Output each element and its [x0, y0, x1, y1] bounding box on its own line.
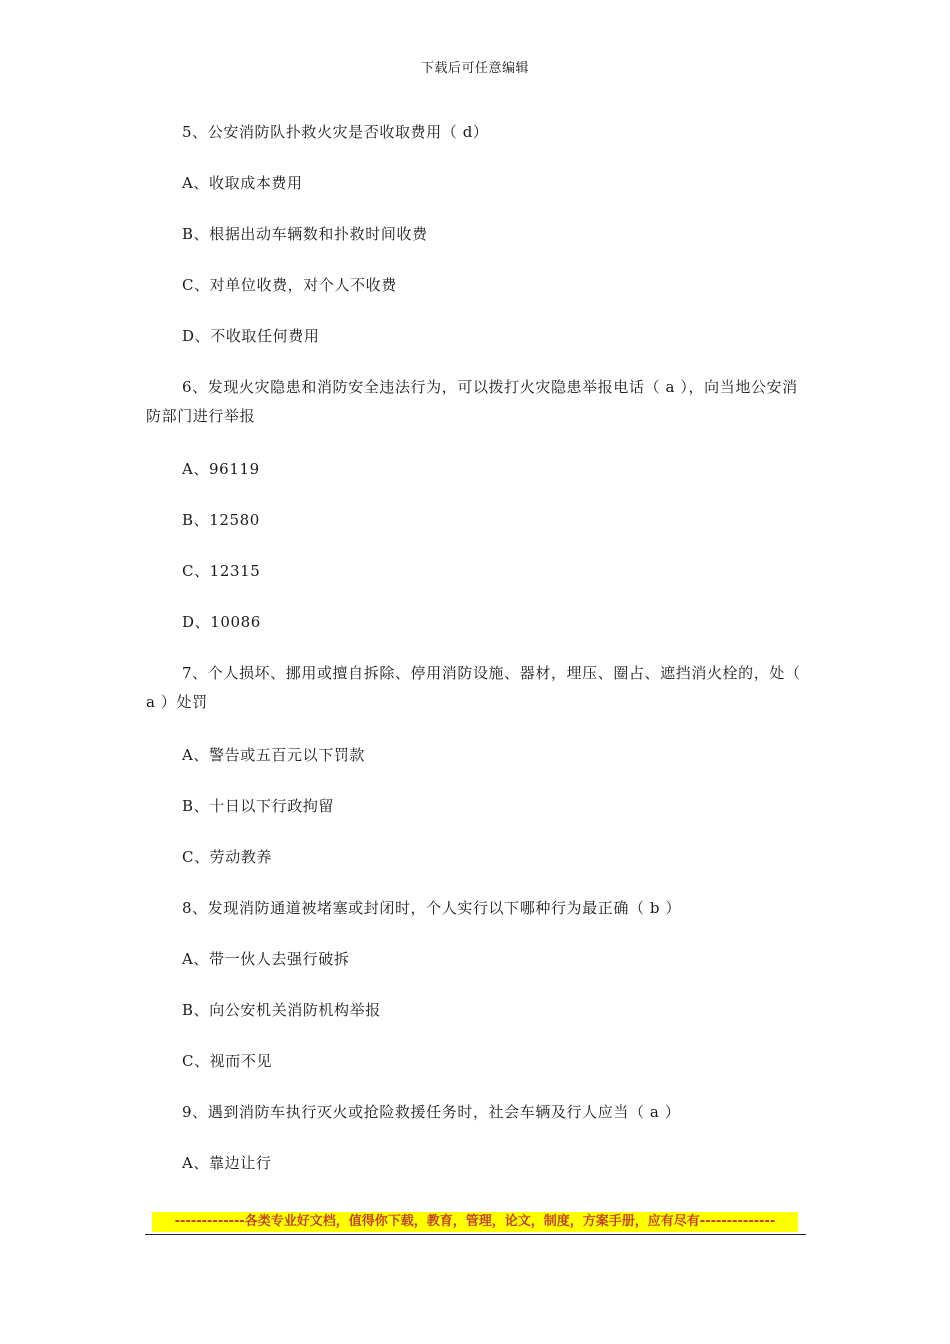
- footer-divider: [145, 1234, 806, 1235]
- option-8c: C、视而不见: [182, 1052, 273, 1070]
- option-8a: A、带一伙人去强行破拆: [182, 950, 350, 968]
- option-7c: C、劳动教养: [182, 848, 273, 866]
- option-5c: C、对单位收费，对个人不收费: [182, 276, 397, 294]
- page-header: 下载后可任意编辑: [420, 61, 529, 76]
- option-6a: A、96119: [182, 460, 260, 478]
- option-7b: B、十日以下行政拘留: [182, 797, 335, 815]
- question-5: 5、公安消防队扑救火灾是否收取费用（ d）: [182, 123, 489, 141]
- question-9: 9、遇到消防车执行灭火或抢险救援任务时，社会车辆及行人应当（ a ）: [182, 1103, 681, 1121]
- option-6b: B、12580: [182, 511, 260, 529]
- question-7: 7、个人损坏、挪用或擅自拆除、停用消防设施、器材，埋压、圈占、遮挡消火栓的，处（ a ）处罚: [146, 664, 801, 711]
- option-5b: B、根据出动车辆数和扑救时间收费: [182, 225, 428, 243]
- question-6: 6、发现火灾隐患和消防安全违法行为，可以拨打火灾隐患举报电话（ a ），向当地公安消防部门进行举报: [146, 378, 798, 425]
- option-8b: B、向公安机关消防机构举报: [182, 1001, 381, 1019]
- footer-banner: -------------各类专业好文档，值得你下载，教育，管理，论文，制度，方案手册，应有尽有--------------: [152, 1212, 798, 1232]
- option-9a: A、靠边让行: [182, 1154, 272, 1172]
- option-5a: A、收取成本费用: [182, 174, 303, 192]
- option-7a: A、警告或五百元以下罚款: [182, 746, 366, 764]
- option-5d: D、不收取任何费用: [182, 327, 320, 345]
- option-6c: C、12315: [182, 562, 261, 580]
- question-8: 8、发现消防通道被堵塞或封闭时，个人实行以下哪种行为最正确（ b ）: [182, 899, 682, 917]
- option-6d: D、10086: [182, 613, 261, 631]
- document-body: [146, 118, 806, 1200]
